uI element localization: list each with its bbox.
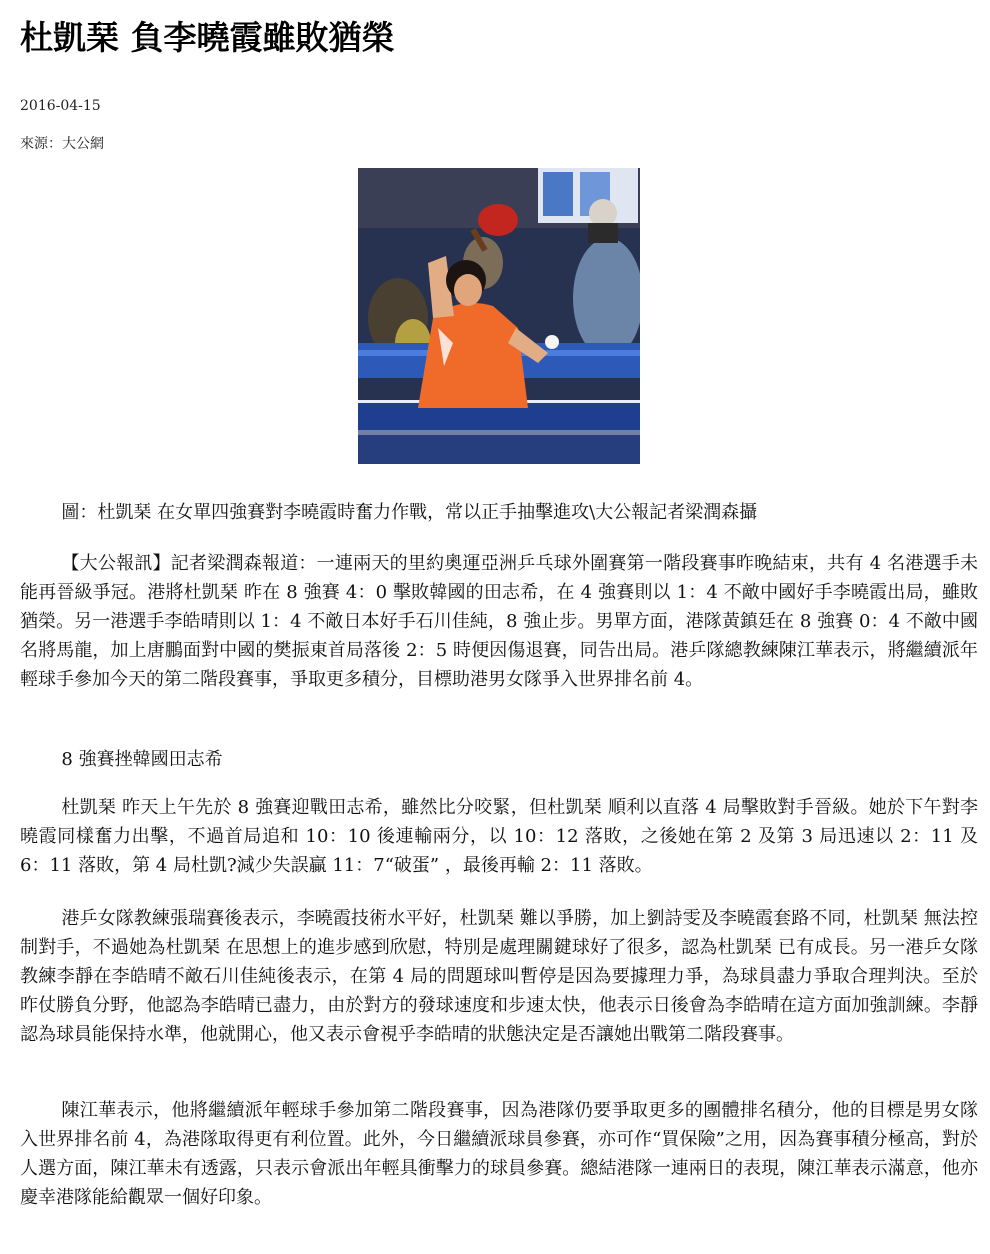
body-paragraph-4: 陳江華表示，他將繼續派年輕球手參加第二階段賽事，因為港隊仍要爭取更多的團體排名積分，他的目標是男女隊入世界排名前 4，為港隊取得更有利位置。此外，今日繼續派球員參賽，亦可作“買保險”之用，因為賽事積分極高，對於人選方面，陳江華未有透露，只表示會派出年輕具衝擊力的球員參賽。總結港隊一連兩日的表現，陳江華表示滿意，他亦慶幸港隊能給觀眾一個好印象。 <box>20 1100 978 1208</box>
section-subheading: 8 強賽挫韓國田志希 <box>61 749 223 770</box>
article-photo <box>358 168 640 464</box>
photo-caption: 圖：杜凱琹 在女單四強賽對李曉霞時奮力作戰，常以正手抽擊進攻\大公報記者梁潤森攝 <box>61 502 758 523</box>
article-title: 杜凱琹 負李曉霞雖敗猶榮 <box>20 18 395 57</box>
body-paragraph-1: 【大公報訊】記者梁潤森報道：一連兩天的里約奧運亞洲乒乓球外圍賽第一階段賽事昨晚結束，共有 4 名港選手未能再晉級爭冠。港將杜凱琹 昨在 8 強賽 4：0 擊敗韓國的田志希，在 4 強賽則以 1：4 不敵中國好手李曉霞出局，雖敗猶榮。另一港選手李皓晴則以 1：4 不敵日本好手石川佳純，8 強止步。男單方面，港隊黃鎮廷在 8 強賽 0：4 不敵中國名將馬龍，加上唐鵬面對中國的樊振東首局落後 2：5 時便因傷退賽，同告出局。港乒隊總教練陳江華表示，將繼續派年輕球手參加今天的第二階段賽事，爭取更多積分，目標助港男女隊爭入世界排名前 4。 <box>20 553 978 690</box>
article-date: 2016-04-15 <box>20 98 101 114</box>
body-paragraph-3: 港乒女隊教練張瑞賽後表示，李曉霞技術水平好，杜凱琹 難以爭勝，加上劉詩雯及李曉霞套路不同，杜凱琹 無法控制對手，不過她為杜凱琹 在思想上的進步感到欣慰，特別是處理關鍵球好了很多，認為杜凱琹 已有成長。另一港乒女隊教練李靜在李皓晴不敵石川佳純後表示，在第 4 局的問題球叫暫停是因為要據理力爭，為球員盡力爭取合理判決。至於昨仗勝負分野，他認為李皓晴已盡力，由於對方的發球速度和步速太快，他表示日後會為李皓晴在這方面加強訓練。李靜認為球員能保持水準，他就開心，他又表示會視乎李皓晴的狀態決定是否讓她出戰第二階段賽事。 <box>20 908 978 1045</box>
article-source: 來源：大公網 <box>20 136 104 152</box>
body-paragraph-2: 杜凱琹 昨天上午先於 8 強賽迎戰田志希，雖然比分咬緊，但杜凱琹 順利以直落 4 局擊敗對手晉級。她於下午對李曉霞同樣奮力出擊，不過首局追和 10：10 後連輸兩分，以 10：12 落敗，之後她在第 2 及第 3 局迅速以 2：11 及 6：11 落敗，第 4 局杜凱?減少失誤贏 11：7“破蛋” ，最後再輸 2：11 落敗。 <box>20 797 978 876</box>
